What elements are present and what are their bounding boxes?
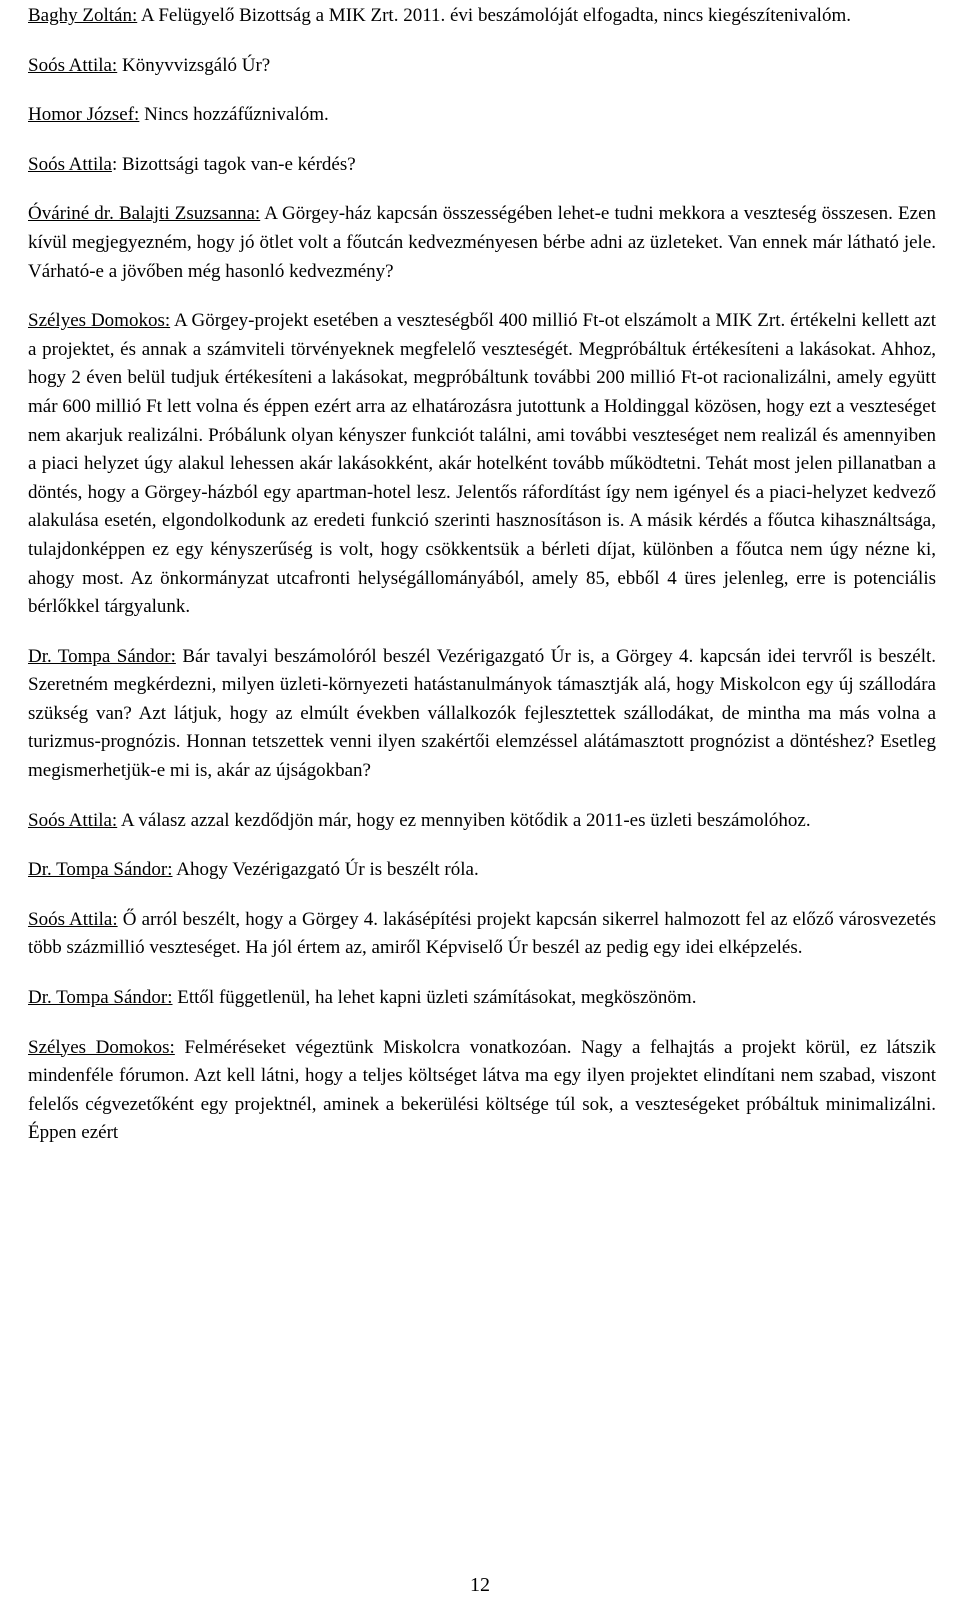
- speaker-name: Soós Attila:: [28, 54, 118, 76]
- statement-text: Bár tavalyi beszámolóról beszél Vezérigazgató Úr is, a Görgey 4. kapcsán idei tervről is beszélt. Szeretném megkérdezni, milyen üzleti-környezeti hatástanulmányok támasztják alá, hogy Miskolcon egy új szállodára szükség van? Azt látjuk, hogy az elmúlt években vállalkozók fejlesztettek szállodákat, de mintha ma más volna a turizmus-prognózis. Honnan tetszettek venni ilyen szakértői elemzéssel alátámasztott prognózist a döntéshez? Esetleg megismerhetjük-e mi is, akár az újságokban?: [28, 645, 936, 782]
- speaker-name: Dr. Tompa Sándor:: [28, 987, 173, 1009]
- statement-text: A válasz azzal kezdődjön már, hogy ez mennyiben kötődik a 2011-es üzleti beszámolóhoz.: [117, 809, 811, 831]
- paragraph-ovarine: [28, 200, 936, 286]
- speaker-name: Óváriné dr. Balajti Zsuzsanna:: [28, 203, 261, 225]
- paragraph-baghy: [28, 2, 936, 31]
- transcript-body: [28, 2, 936, 1169]
- statement-text: : Bizottsági tagok van-e kérdés?: [111, 153, 356, 175]
- speaker-name: Soós Attila:: [28, 908, 118, 930]
- statement-text: Nincs hozzáfűznivalóm.: [139, 104, 329, 126]
- speaker-name: Dr. Tompa Sándor:: [28, 859, 173, 881]
- statement-text: Ettől függetlenül, ha lehet kapni üzleti számításokat, megköszönöm.: [172, 987, 697, 1009]
- speaker-name: Dr. Tompa Sándor:: [28, 645, 176, 667]
- speaker-name: Soós Attila:: [28, 809, 118, 831]
- paragraph-soos: [28, 151, 936, 180]
- paragraph-tompa: [28, 984, 936, 1013]
- statement-text: Felméréseket végeztünk Miskolcra vonatkozóan. Nagy a felhajtás a projekt körül, ez látszik mindenféle fórumon. Azt kell látni, hogy a teljes költséget látva ma egy ilyen projektet elindítani nem szabad, viszont felelős cégvezetőként egy projektnél, aminek a bekerülési költsége túl sok, a veszteségeket próbáltuk minimalizálni. Éppen ezért: [28, 1036, 937, 1144]
- statement-text: A Görgey-ház kapcsán összességében lehet-e tudni mekkora a veszteség összesen. Ezen kívül megjegyezném, hogy jó ötlet volt a főutcán kedvezményesen bérbe adni az üzleteket. Van ennek már látható jele. Várható-e a jövőben még hasonló kedvezmény?: [28, 203, 936, 282]
- paragraph-soos: [28, 906, 936, 963]
- speaker-name: Szélyes Domokos:: [28, 310, 171, 332]
- speaker-name: Szélyes Domokos:: [28, 1036, 175, 1058]
- paragraph-szelyes: [28, 1034, 936, 1148]
- paragraph-soos: [28, 52, 936, 81]
- paragraph-soos: [28, 807, 936, 836]
- paragraph-homor: [28, 101, 936, 130]
- speaker-name: Homor József:: [28, 104, 140, 126]
- speaker-name: Soós Attila: [28, 153, 112, 175]
- paragraph-szelyes: [28, 307, 936, 622]
- page-number: 12: [470, 1574, 490, 1596]
- statement-text: Ő arról beszélt, hogy a Görgey 4. lakásépítési projekt kapcsán sikerrel halmozott fel az előző városvezetés több százmillió veszteséget. Ha jól értem az, amiről Képviselő Úr beszél az pedig egy idei elképzelés.: [28, 908, 936, 959]
- statement-text: A Felügyelő Bizottság a MIK Zrt. 2011. évi beszámolóját elfogadta, nincs kiegészítenivalóm.: [137, 5, 851, 26]
- statement-text: Ahogy Vezérigazgató Úr is beszélt róla.: [172, 859, 479, 881]
- statement-text: A Görgey-projekt esetében a veszteségből 400 millió Ft-ot elszámolt a MIK Zrt. értékelni kellett azt a projektet, és annak a számviteli törvényeknek megfelelő veszteségét. Megpróbáltuk értékesíteni a lakásokat. Ahhoz, hogy 2 éven belül tudjuk értékesíteni a lakásokat, megpróbáltunk további 200 millió Ft-ot racionalizálni, amely együtt már 600 millió Ft lett volna és éppen ezért arra az elhatározásra jutottunk a Holdinggal közösen, hogy ezt a veszteséget nem akarjuk realizálni. Próbálunk olyan kényszer funkciót találni, ami további veszteséget nem realizál és amennyiben a piaci helyzet úgy alakul lehessen akár lakásokként, akár hotelként tovább működtetni. Tehát most jelen pillanatban a döntés, hogy a Görgey-házból egy apartman-hotel lesz. Jelentős ráfordítást így nem igényel és a piaci-helyzet kedvező alakulása esetén, elgondolkodunk az eredeti funkció szerinti hasznosításon is. A másik kérdés a főutca kihasználtsága, tulajdonképpen ez egy kényszerűség is volt, hogy csökkentsük a bérleti díjat, különben a főutca nem úgy nézne ki, ahogy most. Az önkormányzat utcafronti helységállományából, amely 85, ebből 4 üres jelenleg, erre is potenciális bérlőkkel tárgyalunk.: [28, 310, 937, 618]
- paragraph-tompa: [28, 856, 936, 885]
- statement-text: Könyvvizsgáló Úr?: [117, 54, 271, 76]
- speaker-name: Baghy Zoltán:: [28, 5, 138, 26]
- paragraph-tompa: [28, 643, 936, 786]
